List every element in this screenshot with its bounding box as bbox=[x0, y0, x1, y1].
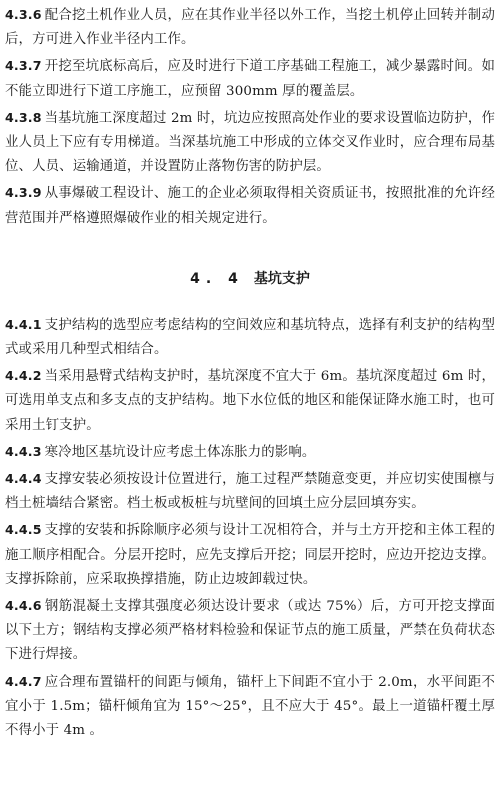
paragraph-4-3-7 bbox=[5, 54, 495, 103]
clause-number: 4.3.6 bbox=[5, 7, 42, 22]
section-number: 4. 4 bbox=[190, 270, 244, 287]
paragraph-4-4-7 bbox=[5, 670, 495, 744]
clause-number: 4.4.6 bbox=[5, 598, 42, 614]
clause-number: 4.4.2 bbox=[5, 368, 42, 384]
clause-number: 4.3.8 bbox=[5, 109, 42, 125]
clause-number: 4.4.1 bbox=[5, 316, 42, 332]
paragraph-4-4-5 bbox=[5, 518, 495, 592]
paragraph-4-3-8 bbox=[5, 106, 495, 180]
clause-number: 4.4.7 bbox=[5, 673, 42, 689]
paragraph-4-4-3 bbox=[5, 440, 495, 465]
document-page bbox=[5, 3, 495, 745]
paragraph-4-4-1 bbox=[5, 313, 495, 362]
clause-text: 应合理布置锚杆的间距与倾角，锚杆上下间距不宜小于 2.0m，水平间距不宜小于 1.5m；锚杆倾角宜为 15°～25°，且不应大于 45°。最上一道锚杆覆土厚不得小于 4m 。 bbox=[5, 674, 495, 739]
clause-text: 配合挖土机作业人员，应在其作业半径以外工作，当挖土机停止回转并制动后，方可进入作业半径内工作。 bbox=[5, 8, 495, 48]
section-heading bbox=[5, 267, 495, 291]
clause-number: 4.4.4 bbox=[5, 471, 42, 487]
paragraph-4-3-6 bbox=[5, 3, 495, 52]
paragraph-4-4-6 bbox=[5, 594, 495, 668]
clause-text: 支撑安装必须按设计位置进行，施工过程严禁随意变更，并应切实使围檩与档土桩墙结合紧密。档土板或板桩与坑壁间的回填土应分层回填夯实。 bbox=[5, 472, 495, 512]
clause-text: 开挖至坑底标高后，应及时进行下道工序基础工程施工，减少暴露时间。如不能立即进行下道工序施工，应预留 300mm 厚的覆盖层。 bbox=[5, 59, 495, 99]
clause-text: 支撑的安装和拆除顺序必须与设计工况相符合，并与土方开挖和主体工程的施工顺序相配合。分层开挖时，应先支撑后开挖；同层开挖时，应边开挖边支撑。支撑拆除前，应采取换撑措施，防止边坡卸载过快。 bbox=[5, 523, 495, 587]
clause-number: 4.3.9 bbox=[5, 185, 42, 201]
paragraph-4-3-9 bbox=[5, 181, 495, 230]
clause-number: 4.4.5 bbox=[5, 522, 42, 538]
clause-number: 4.3.7 bbox=[5, 58, 42, 74]
clause-text: 当基坑施工深度超过 2m 时，坑边应按照高处作业的要求设置临边防护，作业人员上下应有专用梯道。当深基坑施工中形成的立体交叉作业时，应合理布局基位、人员、运输通道，并设置防止落物伤害的防护层。 bbox=[5, 110, 495, 175]
clause-text: 钢筋混凝土支撑其强度必须达设计要求（或达 75%）后，方可开挖支撑面以下土方；钢结构支撑必须严格材料检验和保证节点的施工质量，严禁在负荷状态下进行焊接。 bbox=[5, 599, 495, 663]
clause-text: 从事爆破工程设计、施工的企业必须取得相关资质证书，按照批准的允许经营范围并严格遵照爆破作业的相关规定进行。 bbox=[5, 186, 495, 226]
clause-text: 当采用悬臂式结构支护时，基坑深度不宜大于 6m。基坑深度超过 6m 时，可选用单支点和多支点的支护结构。地下水位低的地区和能保证降水施工时，也可采用土钉支护。 bbox=[5, 369, 495, 433]
paragraph-4-4-4 bbox=[5, 467, 495, 516]
clause-number: 4.4.3 bbox=[5, 443, 42, 459]
clause-text: 支护结构的选型应考虑结构的空间效应和基坑特点，选择有利支护的结构型式或采用几种型式相结合。 bbox=[5, 317, 495, 358]
section-title-text: 基坑支护 bbox=[253, 270, 310, 287]
clause-text: 寒冷地区基坑设计应考虑土体冻胀力的影响。 bbox=[44, 444, 316, 460]
paragraph-4-4-2 bbox=[5, 364, 495, 438]
